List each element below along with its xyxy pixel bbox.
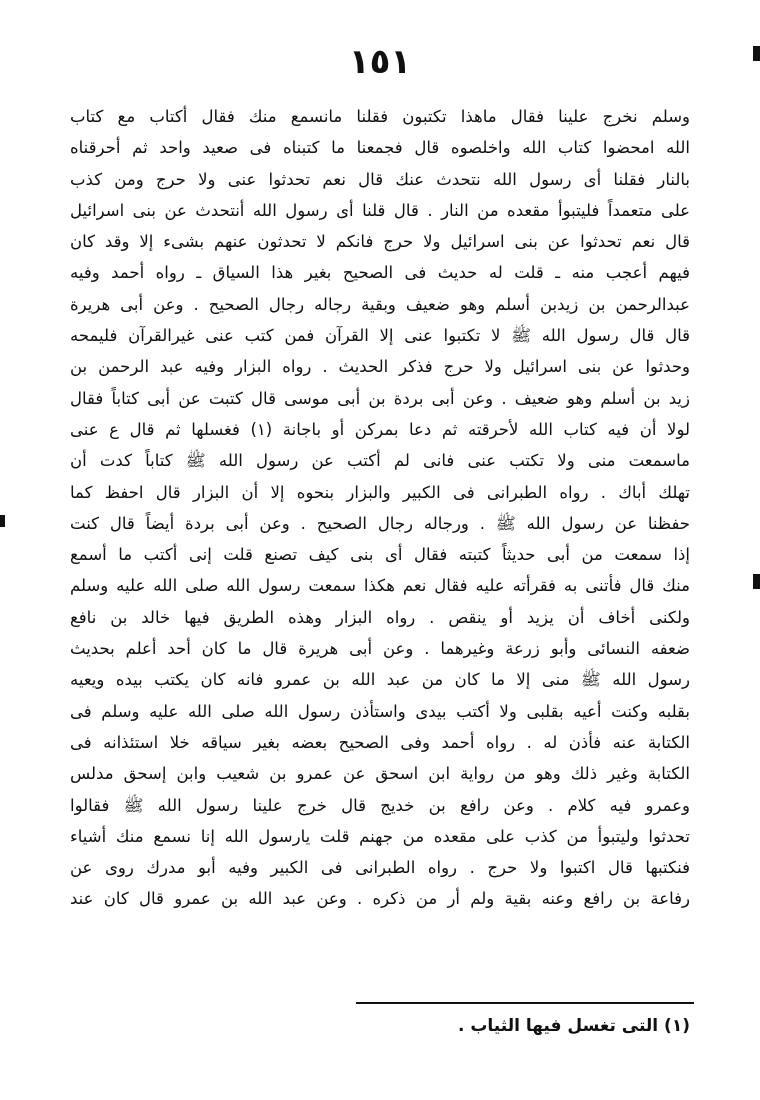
text-line: حفظنا عن رسول الله ﷺ . ورجاله رجال الصحيح . وعن أبى بردة أيضاً قال كنت — [70, 513, 690, 533]
page-edge-mark — [0, 515, 5, 527]
text-line: الله امحضوا كتاب الله واخلصوه قال فجمعنا ما كتبناه فى صعيد واحد ثم أحرقناه — [70, 138, 690, 158]
body-text — [70, 101, 690, 915]
text-line: تهلك أباك . رواه الطبرانى فى الكبير والبزار بنحوه إلا أن البزار قال احفظ كما — [70, 482, 690, 502]
text-line: بقلبه وكنت أعيه بقلبى ولا أكتب بيدى واستأذن رسول الله صلى الله عليه وسلم فى — [70, 701, 690, 721]
text-line: وحدثوا عن بنى اسرائيل ولا حرج فذكر الحديث . رواه البزار وفيه عبد الرحمن بن — [70, 357, 690, 377]
footnote-separator — [356, 1002, 694, 1004]
text-line: على متعمداً فليتبوأ مقعده من النار . قال قلنا أى رسول الله أنتحدث عن بنى اسرائيل — [70, 200, 690, 220]
text-line: قال قال رسول الله ﷺ لا تكتبوا عنى إلا القرآن فمن كتب عنى غيرالقرآن فليمحه — [70, 326, 690, 346]
text-line: الكتابة عنه فأذن له . رواه أحمد وفى الصحيح بعضه بغير سياقه خلا استئذانه فى — [70, 732, 690, 752]
page-number: ١٥١ — [348, 42, 412, 82]
text-line: الكتابة وغير ذلك وهو من رواية ابن اسحق عن عمرو بن شعيب وابن إسحق مدلس — [70, 764, 690, 784]
text-line: رسول الله ﷺ منى إلا ما كان من عبد الله بن عمرو فانه كان يكتب بيده ويعيه — [70, 670, 690, 690]
text-line: إذا سمعت من أبى حديثاً كتبته فقال أى بنى كيف تصنع قلت إنى أكتب ما أسمع — [70, 545, 690, 565]
text-line: لولا أن فيه كتاب الله لأحرقته ثم دعا بمركن أو باجانة (١) فغسلها ثم قال ع عنى — [70, 419, 690, 439]
text-line: وعمرو فيه كلام . وعن رافع بن خديج قال خرج علينا رسول الله ﷺ فقالوا — [70, 795, 690, 815]
text-line: زيد بن أسلم وهو ضعيف . وعن أبى بردة بن أبى موسى قال كتبت عن أبى كتاباً فقال — [70, 388, 690, 408]
footnote: (١) التى تغسل فيها الثياب . — [457, 1016, 690, 1036]
text-line: ضعفه النسائى وأبو زرعة وغيرهما . وعن أبى هريرة قال ما كان أحد أعلم بحديث — [70, 639, 690, 659]
text-line: فنكتبها قال اكتبوا ولا حرج . رواه الطبرانى فى الكبير وفيه أبو مدرك روى عن — [70, 858, 690, 878]
text-line: ماسمعت منى ولا تكتب عنى فانى لم أكتب عن رسول الله ﷺ كتاباً كدت أن — [70, 451, 690, 471]
text-line: تحدثوا وليتبوأ من كذب على مقعده من جهنم قلت يارسول الله إنا نسمع منك أشياء — [70, 826, 690, 846]
page-edge-mark — [753, 574, 760, 589]
text-line: بالنار فقلنا أى رسول الله نتحدث عنك قال نعم تحدثوا عنى ولا حرج ومن كذب — [70, 169, 690, 189]
text-line: منك قال فأتنى به فقرأته عليه فقال نعم هكذا سمعت رسول الله صلى الله عليه وسلم — [70, 576, 690, 596]
text-line: وسلم نخرج علينا فقال ماهذا تكتبون فقلنا مانسمع منك فقال أكتاب مع كتاب — [70, 107, 690, 126]
text-line: فيهم أعجب منه ـ قلت له حديث فى الصحيح بغير هذا السياق ـ رواه أحمد وفيه — [70, 263, 690, 283]
text-line: رفاعة بن رافع وعنه بقية ولم أر من ذكره . وعن عبد الله بن عمرو قال كان عند — [70, 889, 690, 909]
text-line: قال نعم تحدثوا عن بنى اسرائيل ولا حرج فانكم لا تحدثون عنهم بشىء إلا وقد كان — [70, 232, 690, 252]
text-line: عبدالرحمن بن زيدبن أسلم وهو ضعيف وبقية رجاله رجال الصحيح . وعن أبى هريرة — [70, 294, 690, 314]
text-line: ولكنى أخاف أن يزيد أو ينقص . رواه البزار وهذه الطريق فيها خالد بن نافع — [70, 607, 690, 627]
